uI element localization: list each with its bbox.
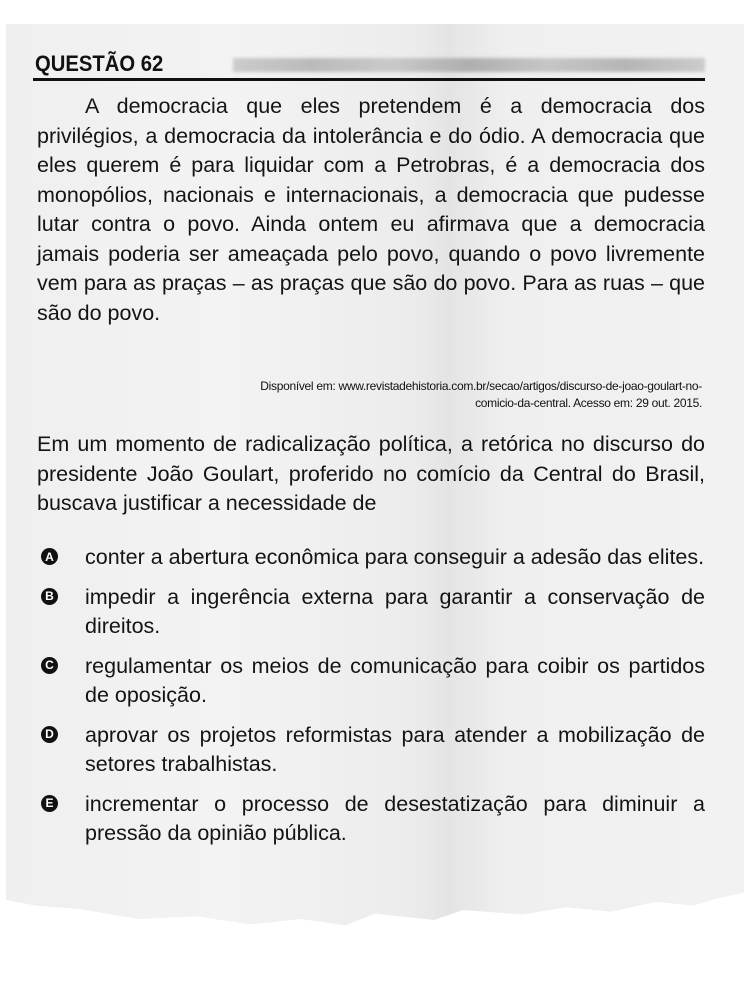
- option-text: regulamentar os meios de comunicação para coibir os partidos de oposição.: [85, 653, 705, 707]
- passage-text: A democracia que eles pretendem é a democracia dos privilégios, a democracia da intolerância e do ódio. A democracia que eles querem é para liquidar com a Petrobras, é a democracia dos monopólios, nacionais e internacionais, a democracia que pudesse lutar contra o povo. Ainda ontem eu afirmava que a democracia jamais poderia ser ameaçada pelo povo, quando o povo livremente vem para as praças – as praças que são do povo. Para as ruas – que são do povo.: [37, 94, 705, 325]
- source-line-1: Disponível em: www.revistadehistoria.com.br/secao/artigos/discurso-de-joao-goulart-no-: [260, 379, 702, 393]
- answer-options: [37, 543, 705, 859]
- letter-e-badge-icon: E: [41, 795, 58, 812]
- option-b[interactable]: [37, 583, 705, 642]
- source-line-2: comicio-da-central. Acesso em: 29 out. 2015.: [475, 396, 702, 410]
- option-e[interactable]: [37, 790, 705, 849]
- letter-b-badge-icon: B: [41, 588, 58, 605]
- option-a[interactable]: [37, 543, 705, 573]
- blurred-exam-label: [233, 58, 705, 72]
- option-text: aprovar os projetos reformistas para atender a mobilização de setores trabalhistas.: [85, 722, 705, 776]
- option-text: incrementar o processo de desestatização para diminuir a pressão da opinião pública.: [85, 791, 705, 845]
- question-title: QUESTÃO 62: [35, 51, 164, 76]
- quoted-passage: [37, 92, 705, 328]
- question-stem: Em um momento de radicalização política, a retórica no discurso do presidente João Goulart, proferido no comício da Central do Brasil, buscava justificar a necessidade de: [37, 432, 705, 515]
- source-citation: [90, 378, 702, 412]
- letter-a-badge-icon: A: [41, 548, 58, 565]
- option-text: conter a abertura econômica para conseguir a adesão das elites.: [85, 545, 705, 569]
- letter-c-badge-icon: C: [41, 657, 58, 674]
- question-header: [33, 48, 705, 81]
- option-c[interactable]: [37, 652, 705, 711]
- option-text: impedir a ingerência externa para garantir a conservação de direitos.: [85, 584, 705, 638]
- letter-d-badge-icon: D: [41, 726, 58, 743]
- option-d[interactable]: [37, 721, 705, 780]
